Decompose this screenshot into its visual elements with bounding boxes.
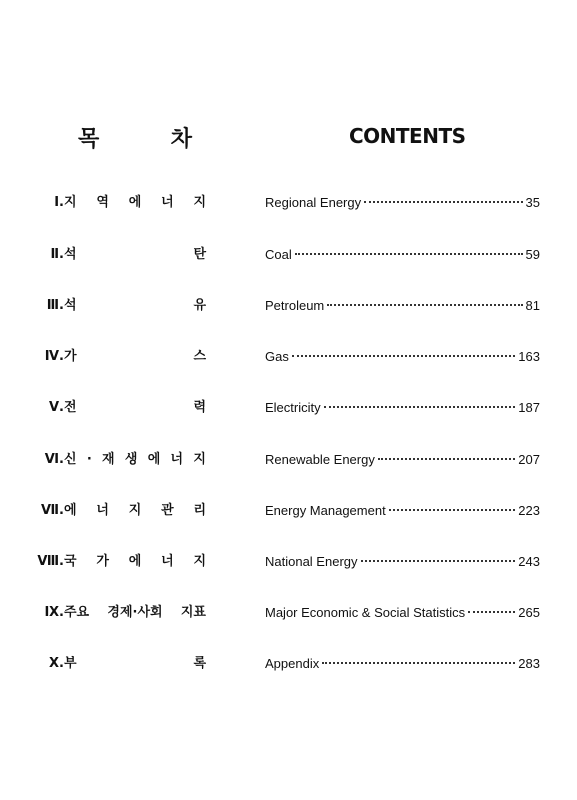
toc-entry[interactable]: [0, 193, 577, 213]
dot-leader: [327, 304, 522, 306]
korean-chapter-title: [64, 654, 206, 674]
toc-entry[interactable]: [0, 552, 577, 572]
korean-title-segment: 역: [96, 195, 109, 210]
korean-title-segment: 에: [128, 195, 142, 210]
english-chapter-title: National Energy: [265, 554, 358, 569]
english-chapter-title: Regional Energy: [265, 195, 362, 210]
page-number: 283: [518, 656, 540, 671]
korean-title-segment: 유: [193, 298, 206, 313]
toc-entry[interactable]: [0, 654, 577, 674]
korean-title-segment: 경제·사회: [107, 605, 163, 620]
dot-leader: [468, 611, 515, 613]
korean-title-segment: 지표: [180, 605, 206, 620]
dot-leader: [361, 560, 516, 562]
english-chapter-entry: [265, 296, 540, 316]
korean-title-segment: 력: [193, 400, 206, 415]
korean-chapter-title: [64, 501, 206, 521]
english-chapter-entry: [265, 654, 540, 674]
chapter-numeral: Ⅸ.: [44, 605, 64, 620]
toc-entry[interactable]: [0, 245, 577, 265]
english-chapter-entry: [265, 245, 540, 265]
toc-entry[interactable]: [0, 296, 577, 316]
korean-title-segment: 록: [193, 656, 206, 671]
korean-title-segment: 부: [64, 656, 77, 671]
chapter-numeral: Ⅲ.: [46, 298, 64, 313]
korean-title-segment: 지: [193, 195, 206, 210]
korean-title-segment: 가: [96, 554, 109, 569]
korean-title-segment: 탄: [193, 247, 206, 262]
korean-title-segment: 전: [64, 400, 77, 415]
english-chapter-title: Electricity: [265, 400, 321, 415]
korean-title-segment: 에: [64, 503, 77, 518]
korean-chapter-title: [64, 347, 206, 367]
chapter-numeral: Ⅴ.: [49, 400, 64, 415]
korean-title-segment: 에: [128, 554, 142, 569]
english-chapter-title: Gas: [265, 349, 289, 364]
english-chapter-title: Major Economic & Social Statistics: [265, 605, 466, 620]
english-chapter-entry: [265, 450, 540, 470]
dot-leader: [389, 509, 516, 511]
korean-title-segment: 스: [193, 349, 206, 364]
english-chapter-title: Renewable Energy: [265, 452, 375, 467]
dot-leader: [295, 253, 523, 255]
korean-title-segment: 주요: [64, 605, 90, 620]
english-chapter-entry: [265, 552, 540, 572]
english-chapter-entry: [265, 398, 540, 418]
english-title: CONTENTS: [349, 124, 466, 148]
korean-chapter-title: [64, 552, 206, 572]
dot-leader: [322, 662, 515, 664]
english-chapter-title: Petroleum: [265, 298, 325, 313]
page-number: 243: [518, 554, 540, 569]
english-chapter-title: Appendix: [265, 656, 320, 671]
page-number: 35: [525, 195, 540, 210]
korean-title-segment: 지: [64, 195, 77, 210]
korean-chapter-title: [64, 603, 206, 623]
page-number: 223: [518, 503, 540, 518]
toc-entry[interactable]: [0, 347, 577, 367]
korean-title-segment: ·: [86, 452, 92, 467]
korean-title-segment: 재: [102, 452, 115, 467]
english-chapter-entry: [265, 501, 540, 521]
chapter-numeral: Ⅵ.: [44, 452, 64, 467]
english-chapter-title: Coal: [265, 247, 292, 262]
korean-title-segment: 에: [147, 452, 161, 467]
english-chapter-entry: [265, 603, 540, 623]
korean-chapter-title: [64, 193, 206, 213]
dot-leader: [378, 458, 515, 460]
page-number: 187: [518, 400, 540, 415]
dot-leader: [364, 201, 522, 203]
korean-title-segment: 리: [193, 503, 206, 518]
toc-entry[interactable]: [0, 450, 577, 470]
korean-chapter-title: [64, 398, 206, 418]
dot-leader: [324, 406, 516, 408]
toc-entry[interactable]: [0, 603, 577, 623]
english-chapter-entry: [265, 193, 540, 213]
korean-title-segment: 너: [161, 195, 174, 210]
chapter-numeral: Ⅷ.: [37, 554, 64, 569]
chapter-numeral: Ⅹ.: [49, 656, 64, 671]
korean-title-segment: 너: [96, 503, 109, 518]
toc-entry[interactable]: [0, 398, 577, 418]
korean-chapter-title: [64, 245, 206, 265]
chapter-numeral: Ⅰ.: [54, 195, 64, 210]
toc-entry[interactable]: [0, 501, 577, 521]
korean-title-segment: 신: [64, 452, 77, 467]
korean-title-segment: 너: [161, 554, 174, 569]
korean-title-segment: 석: [64, 298, 77, 313]
dot-leader: [292, 355, 515, 357]
korean-title-segment: 석: [64, 247, 77, 262]
page-number: 207: [518, 452, 540, 467]
korean-title-segment: 지: [193, 554, 206, 569]
page-number: 265: [518, 605, 540, 620]
page-number: 81: [525, 298, 540, 313]
english-chapter-title: Energy Management: [265, 503, 386, 518]
page-number: 163: [518, 349, 540, 364]
page-number: 59: [525, 247, 540, 262]
korean-title-segment: 지: [193, 452, 206, 467]
chapter-numeral: Ⅳ.: [44, 349, 64, 364]
korean-title-segment: 관: [161, 503, 174, 518]
korean-title-segment: 생: [124, 452, 138, 467]
chapter-numeral: Ⅱ.: [50, 247, 64, 262]
korean-title-segment: 가: [64, 349, 77, 364]
korean-title-segment: 국: [64, 554, 77, 569]
korean-title-char: 목: [78, 127, 100, 152]
chapter-numeral: Ⅶ.: [41, 503, 64, 518]
korean-chapter-title: [64, 450, 206, 470]
korean-title-segment: 지: [128, 503, 142, 518]
korean-chapter-title: [64, 296, 206, 316]
english-chapter-entry: [265, 347, 540, 367]
korean-title-segment: 너: [170, 452, 184, 467]
korean-title-char: 차: [170, 127, 192, 152]
korean-title: [78, 122, 192, 152]
